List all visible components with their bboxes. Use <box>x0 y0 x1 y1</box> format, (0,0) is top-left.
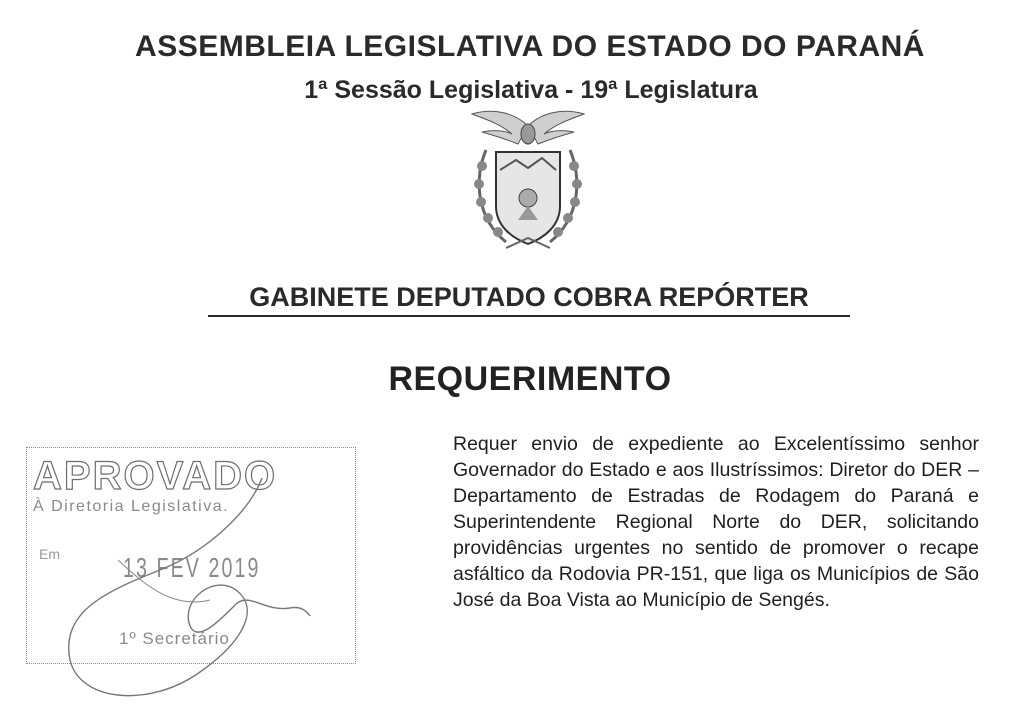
stamp-date: 13 FEV 2019 <box>123 552 261 583</box>
stamp-directorate: À Diretoria Legislativa. <box>33 498 230 515</box>
cabinet-heading: GABINETE DEPUTADO COBRA REPÓRTER <box>208 282 850 317</box>
session-subtitle: 1ª Sessão Legislativa - 19ª Legislatura <box>304 76 758 104</box>
stamp-in-label: Em <box>39 546 60 562</box>
stamp-secretary: 1º Secretário <box>119 629 230 648</box>
parana-coat-of-arms-icon <box>466 108 590 256</box>
request-text: Requer envio de expediente ao Excelentíssimo senhor Governador do Estado e aos Ilustríssimos: Diretor do DER – Departamento de Estradas de Rodagem do Paraná e Superintendente Regional Norte do DER, solicitando providências urgentes no sentido de promover o recape asfáltico da Rodovia PR-151, que liga os Municípios de São José da Boa Vista ao Município de Sengés. <box>453 433 979 611</box>
stamp-status: APROVADO <box>33 454 278 498</box>
institution-title: ASSEMBLEIA LEGISLATIVA DO ESTADO DO PARANÁ <box>135 30 925 63</box>
handwritten-signature-icon <box>0 440 360 713</box>
document-type-heading: REQUERIMENTO <box>388 360 672 398</box>
